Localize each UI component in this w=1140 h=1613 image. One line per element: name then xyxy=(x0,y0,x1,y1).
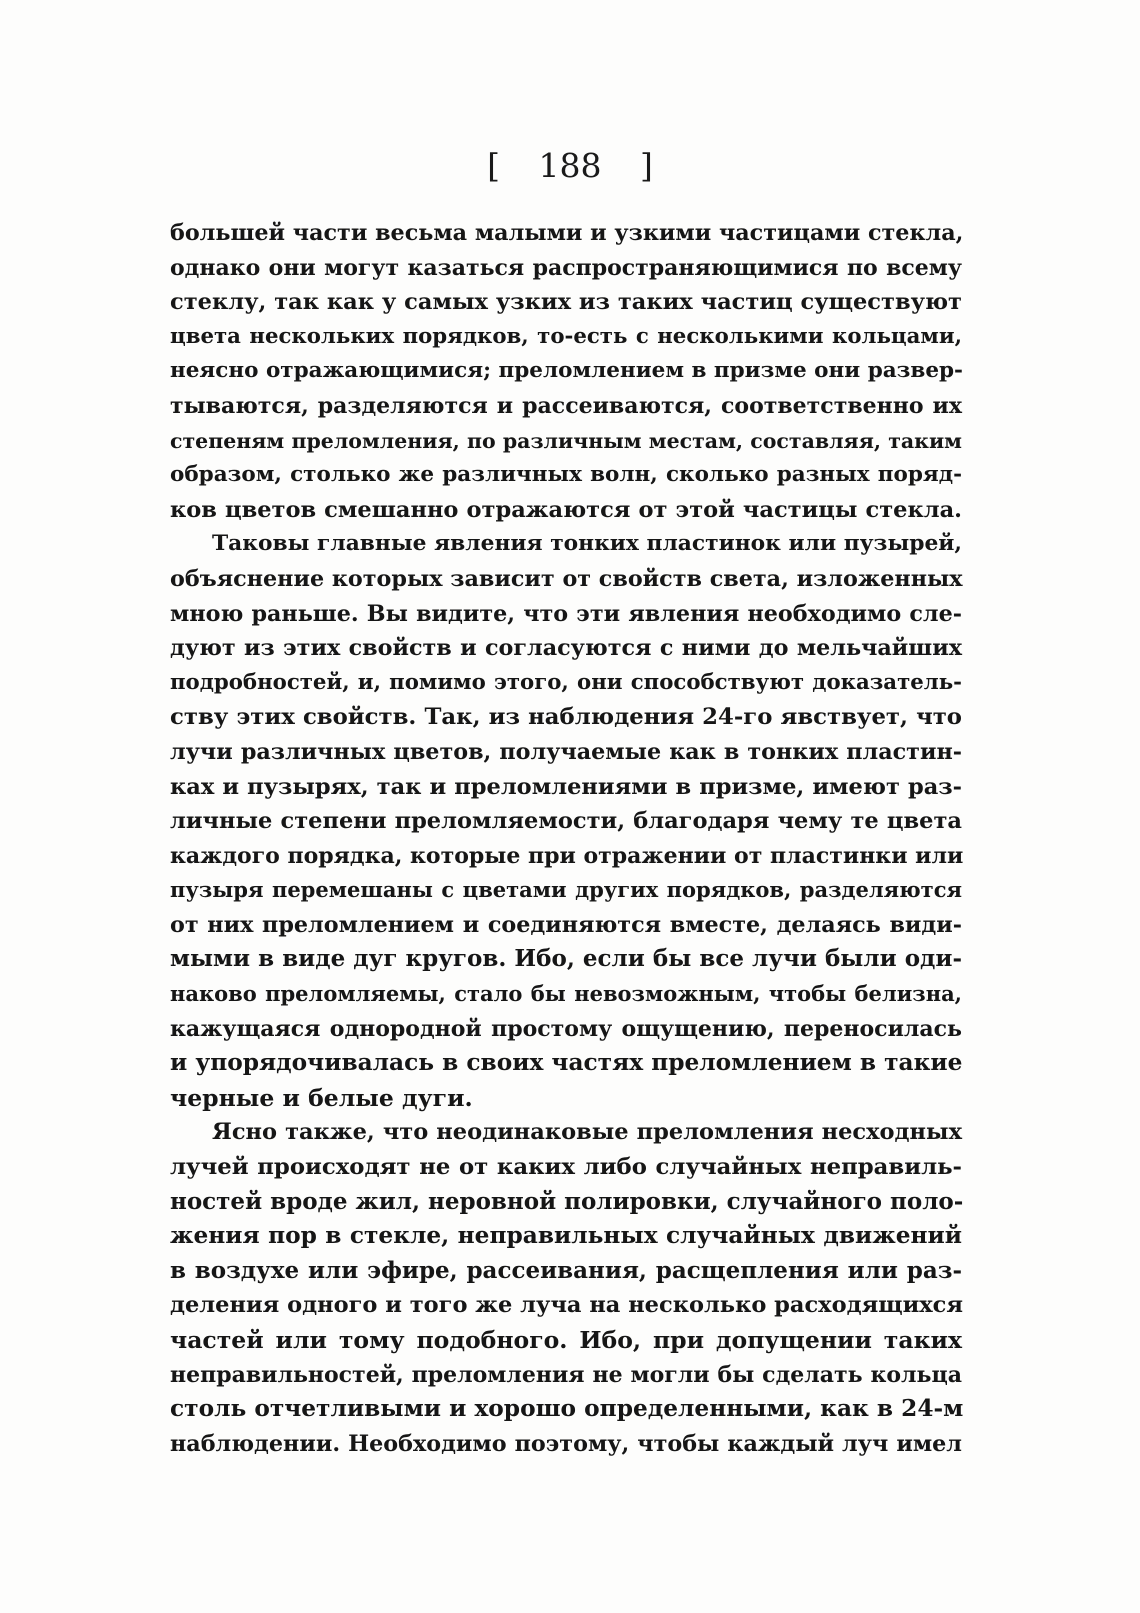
text-line: столь отчетливыми и хорошо определенными, как в 24-м xyxy=(170,1395,964,1423)
text-line: ностей вроде жил, неровной полировки, случайного поло- xyxy=(170,1187,964,1215)
text-line: черные и белые дуги. xyxy=(170,1083,473,1112)
text-line: кажущаяся однородной простому ощущению, переносилась xyxy=(170,1015,962,1042)
paragraph-2 xyxy=(170,527,962,1115)
text-line: ству этих свойств. Так, из наблюдения 24-го явствует, что xyxy=(170,704,962,731)
text-line: неправильностей, преломления не могли бы сделать кольца xyxy=(170,1361,962,1388)
text-line: наблюдении. Необходимо поэтому, чтобы каждый луч имел xyxy=(170,1430,962,1457)
text-line: дуют из этих свойств и согласуются с ними до мельчайших xyxy=(170,635,962,662)
paragraph-3 xyxy=(170,1115,962,1461)
text-line: и упорядочивалась в своих частях преломлением в такие xyxy=(170,1049,963,1077)
text-line: наково преломляемы, стало бы невозможным, чтобы белизна, xyxy=(170,981,962,1007)
body-text xyxy=(170,216,962,1461)
text-line: стеклу, так как у самых узких из таких частиц существуют xyxy=(170,289,962,316)
text-line: объяснение которых зависит от свойств света, изложенных xyxy=(170,565,963,592)
text-line: ках и пузырях, так и преломлениями в призме, имеют раз- xyxy=(170,773,962,800)
page-number: [ 188 ] xyxy=(487,146,653,185)
text-line: жения пор в стекле, неправильных случайных движений xyxy=(170,1222,962,1250)
text-line: лучей происходят не от каких либо случайных неправиль- xyxy=(170,1154,962,1181)
text-line: цвета нескольких порядков, то-есть с несколькими кольцами, xyxy=(170,323,962,349)
text-line: образом, столько же различных волн, сколько разных поряд- xyxy=(170,462,962,488)
text-line: пузыря перемешаны с цветами других порядков, разделяются xyxy=(170,877,962,903)
text-line: тываются, разделяются и рассеиваются, соответственно их xyxy=(170,392,962,419)
text-line: Таковы главные явления тонких пластинок или пузырей, xyxy=(212,531,962,557)
text-line: частей или тому подобного. Ибо, при допущении таких xyxy=(170,1326,962,1354)
text-line: большей части весьма малыми и узкими частицами стекла, xyxy=(170,220,964,246)
text-line: подробностей, и, помимо этого, они способствуют доказатель- xyxy=(170,669,962,695)
text-line: мною раньше. Вы видите, что эти явления необходимо сле- xyxy=(170,600,962,627)
text-line: ков цветов смешанно отражаются от этой частицы стекла. xyxy=(170,496,962,523)
text-line: однако они могут казаться распространяющимися по всему xyxy=(170,254,962,281)
text-line: в воздухе или эфире, рассеивания, расщепления или раз- xyxy=(170,1256,962,1284)
text-line: каждого порядка, которые при отражении от пластинки или xyxy=(170,842,964,869)
text-line: личные степени преломляемости, благодаря чему те цвета xyxy=(170,808,962,835)
text-line: неясно отражающимися; преломлением в призме они развер- xyxy=(170,358,963,384)
text-line: мыми в виде дуг кругов. Ибо, если бы все лучи были оди- xyxy=(170,945,962,973)
text-line: Ясно также, что неодинаковые преломления несходных xyxy=(212,1119,962,1146)
text-line: деления одного и того же луча на несколько расходящихся xyxy=(170,1292,963,1319)
text-line: степеням преломления, по различным местам, составляя, таким xyxy=(170,428,962,453)
paragraph-1 xyxy=(170,216,962,527)
text-line: лучи различных цветов, получаемые как в тонких пластин- xyxy=(170,738,962,765)
text-line: от них преломлением и соединяются вместе, делаясь види- xyxy=(170,911,962,938)
